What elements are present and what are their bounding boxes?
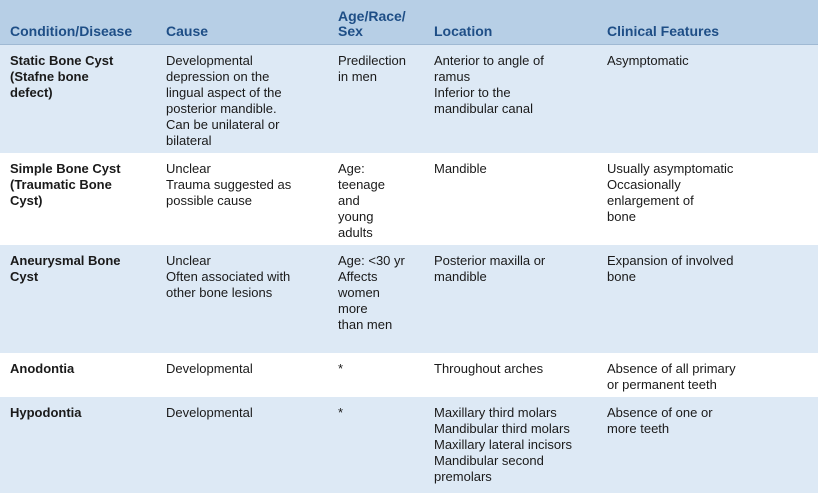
condition-cell — [10, 361, 155, 377]
age-cell — [338, 361, 424, 377]
location-text: Mandible — [434, 161, 487, 176]
age-text: Age: <30 yr — [338, 253, 405, 268]
cause-cell — [166, 53, 331, 149]
cause-text: Unclear — [166, 161, 211, 176]
condition-cell — [10, 405, 155, 421]
cause-text: Developmental — [166, 405, 253, 420]
table-row — [0, 245, 818, 353]
cause-cell — [166, 405, 331, 421]
age-text: Predilection in men — [338, 53, 406, 84]
features-text: Occasionally enlargement of bone — [607, 177, 694, 224]
cause-text: Often associated with other bone lesions — [166, 269, 291, 300]
features-text: Asymptomatic — [607, 53, 689, 68]
cause-cell — [166, 253, 331, 301]
table-row — [0, 397, 818, 493]
condition-cell — [10, 253, 155, 285]
age-text: Affects women more than men — [338, 269, 393, 332]
location-text: Mandibular third molars — [434, 421, 570, 436]
features-cell — [607, 405, 812, 437]
age-text: * — [338, 361, 344, 376]
location-text: Maxillary lateral incisors — [434, 437, 572, 452]
features-cell — [607, 161, 812, 225]
cause-text: Unclear — [166, 253, 211, 268]
age-text: * — [338, 405, 344, 420]
condition-text: Static Bone Cyst (Stafne bone defect) — [10, 53, 114, 100]
age-cell — [338, 161, 424, 241]
cause-text: Developmental — [166, 361, 253, 376]
header-condition: Condition/Disease — [10, 23, 133, 39]
table-row — [0, 45, 818, 153]
age-text: Age: teenage and young adults — [338, 161, 385, 240]
features-cell — [607, 253, 812, 285]
location-text: Maxillary third molars — [434, 405, 557, 420]
location-cell — [434, 53, 602, 117]
condition-cell — [10, 161, 155, 209]
cause-cell — [166, 161, 331, 209]
header-cause: Cause — [166, 23, 209, 39]
header-age-race-sex — [338, 9, 406, 39]
features-text: Absence of one or more teeth — [607, 405, 713, 436]
age-cell — [338, 253, 424, 333]
features-text: Expansion of involved bone — [607, 253, 734, 284]
cause-text: Developmental depression on the lingual aspect of the posterior mandible. Can be unilateral or bilateral — [166, 53, 282, 148]
features-cell — [607, 361, 812, 393]
features-cell — [607, 53, 812, 69]
condition-cell — [10, 53, 155, 101]
features-text: Absence of all primary or permanent teeth — [607, 361, 736, 392]
location-text: Throughout arches — [434, 361, 544, 376]
condition-text: Anodontia — [10, 361, 75, 376]
table-header — [0, 0, 818, 45]
features-text: Usually asymptomatic — [607, 161, 734, 176]
header-age-line2: Sex — [338, 23, 363, 39]
cause-text: Trauma suggested as possible cause — [166, 177, 292, 208]
header-clinical-features: Clinical Features — [607, 23, 720, 39]
header-age-line1: Age/Race/ — [338, 8, 406, 24]
age-cell — [338, 53, 424, 85]
location-text: Posterior maxilla or mandible — [434, 253, 546, 284]
location-cell — [434, 361, 602, 377]
location-cell — [434, 405, 602, 485]
location-text: Anterior to angle of ramus — [434, 53, 544, 84]
header-location: Location — [434, 23, 493, 39]
table-row — [0, 153, 818, 245]
table-row — [0, 353, 818, 397]
cause-cell — [166, 361, 331, 377]
location-cell — [434, 253, 602, 285]
location-cell — [434, 161, 602, 177]
location-text: Inferior to the mandibular canal — [434, 85, 534, 116]
condition-text: Aneurysmal Bone Cyst — [10, 253, 121, 284]
condition-text: Simple Bone Cyst (Traumatic Bone Cyst) — [10, 161, 121, 208]
age-cell — [338, 405, 424, 421]
condition-text: Hypodontia — [10, 405, 82, 420]
location-text: Mandibular second premolars — [434, 453, 544, 484]
